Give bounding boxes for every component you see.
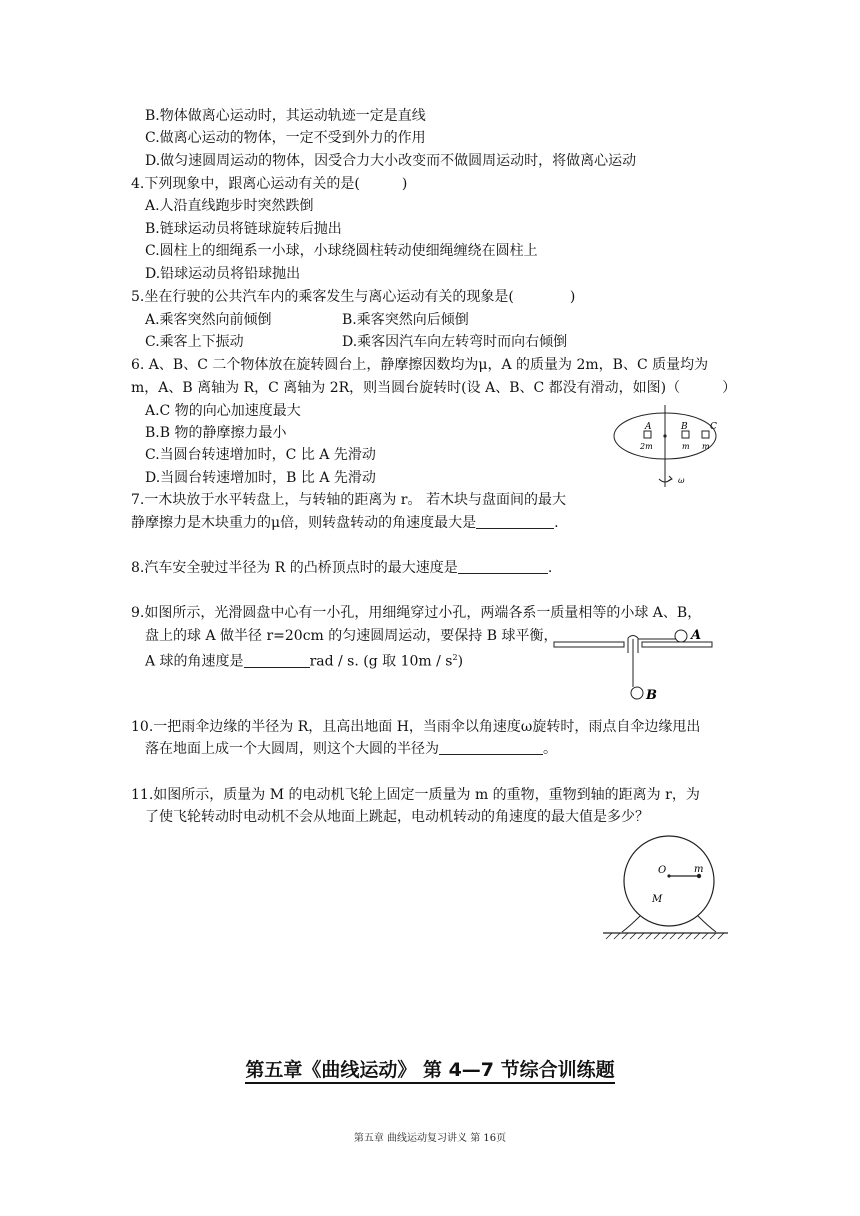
mass-label-B: m — [682, 442, 690, 451]
option-5c: C.乘客上下振动 — [145, 334, 244, 350]
disk-hole-figure — [552, 624, 718, 702]
question-10: 10.一把雨伞边缘的半径为 R，且高出地面 H，当雨伞以角速度ω旋转时，雨点自伞边缘甩出 — [131, 719, 701, 735]
label-A: A — [691, 628, 702, 643]
motor-flywheel-figure — [600, 830, 730, 945]
mass-label-A: 2m — [640, 442, 653, 451]
answer-blank — [458, 559, 548, 574]
question-9-cont: 盘上的球 A 做半径 r=20cm 的匀速圆周运动，要保持 B 球平衡， — [145, 628, 558, 644]
question-11-cont: 了使飞轮转动时电动机不会从地面上跳起，电动机转动的角速度的最大值是多少？ — [145, 809, 649, 825]
question-9-close: ) — [457, 653, 464, 670]
page-footer: 第五章 曲线运动复习讲义 第 16页 — [353, 1133, 507, 1144]
answer-blank — [439, 740, 543, 755]
section-heading-text: 第五章《曲线运动》 第 4—7 节综合训练题 — [245, 1059, 614, 1084]
option-5a: A.乘客突然向前倾倒 — [145, 312, 272, 328]
option-5d: D.乘客因汽车向左转弯时而向右倾倒 — [342, 334, 568, 350]
question-8: 8.汽车安全驶过半径为 R 的凸桥顶点时的最大速度是 . — [131, 560, 553, 576]
option-4a: A.人沿直线跑步时突然跌倒 — [145, 198, 314, 214]
turntable-figure — [608, 403, 726, 497]
option-5b: B.乘客突然向后倾倒 — [342, 312, 469, 328]
question-7-cont: 静摩擦力是木块重力的μ倍，则转盘转动的角速度最大是 . — [131, 515, 559, 531]
label-B: B — [646, 688, 657, 702]
label-A: A — [645, 422, 652, 432]
label-B: B — [681, 422, 688, 432]
option-6c: C.当圆台转速增加时，C 比 A 先滑动 — [145, 447, 376, 463]
question-5: 5.坐在行驶的公共汽车内的乘客发生与离心运动有关的现象是( ) — [131, 289, 576, 305]
label-M: M — [652, 894, 663, 905]
question-7: 7.一木块放于水平转盘上，与转轴的距离为 r。 若木块与盘面间的最大 — [131, 492, 566, 508]
option-6b: B.B 物的静摩擦力最小 — [145, 425, 287, 441]
answer-blank — [244, 653, 310, 668]
mass-label-C: m — [702, 442, 710, 451]
question-9: 9.如图所示，光滑圆盘中心有一小孔，用细绳穿过小孔，两端各系一质量相等的小球 A、B， — [131, 605, 702, 621]
answer-blank — [476, 514, 554, 529]
option-6a: A.C 物的向心加速度最大 — [145, 403, 301, 419]
section-heading — [0, 1058, 860, 1082]
question-9-text: A 球的角速度是 — [145, 653, 244, 670]
exponent: 2 — [452, 653, 458, 662]
option-6d: D.当圆台转速增加时，B 比 A 先滑动 — [145, 470, 376, 486]
option-4b: B.链球运动员将链球旋转后抛出 — [145, 221, 342, 237]
ground-hatch — [606, 933, 724, 939]
question-8-text: 8.汽车安全驶过半径为 R 的凸桥顶点时的最大速度是 — [131, 560, 458, 576]
label-O: O — [658, 865, 667, 876]
text-line: D.做匀速圆周运动的物体，因受合力大小改变而不做圆周运动时，将做离心运动 — [145, 153, 637, 169]
text-line: C.做离心运动的物体，一定不受到外力的作用 — [145, 130, 426, 146]
question-6: 6. A、B、C 二个物体放在旋转圆台上，静摩擦因数均为μ，A 的质量为 2m，B、C 质量均为 — [131, 357, 709, 373]
question-9-unit: rad / s. (g 取 10m / s — [309, 653, 453, 670]
question-10-text: 落在地面上成一个大圆周，则这个大圆的半径为 — [145, 741, 439, 757]
option-4d: D.铅球运动员将铅球抛出 — [145, 266, 301, 282]
question-11: 11.如图所示，质量为 M 的电动机飞轮上固定一质量为 m 的重物，重物到轴的距离为 r，为 — [131, 787, 700, 803]
text-line: B.物体做离心运动时，其运动轨迹一定是直线 — [145, 108, 426, 124]
question-4: 4.下列现象中，跟离心运动有关的是( ) — [131, 176, 408, 192]
question-7-text: 静摩擦力是木块重力的μ倍，则转盘转动的角速度最大是 — [131, 515, 477, 531]
question-9-cont — [145, 649, 463, 671]
question-10-cont: 落在地面上成一个大圆周，则这个大圆的半径为 。 — [145, 741, 557, 757]
option-4c: C.圆柱上的细绳系一小球，小球绕圆柱转动使细绳缠绕在圆柱上 — [145, 243, 538, 259]
label-C: C — [710, 422, 717, 432]
label-m: m — [694, 864, 704, 875]
question-6-cont: m，A、B 离轴为 R，C 离轴为 2R，则当圆台旋转时(设 A、B、C 都没有滑动，如图)（ ） — [131, 380, 737, 396]
omega-label: ω — [678, 476, 685, 485]
